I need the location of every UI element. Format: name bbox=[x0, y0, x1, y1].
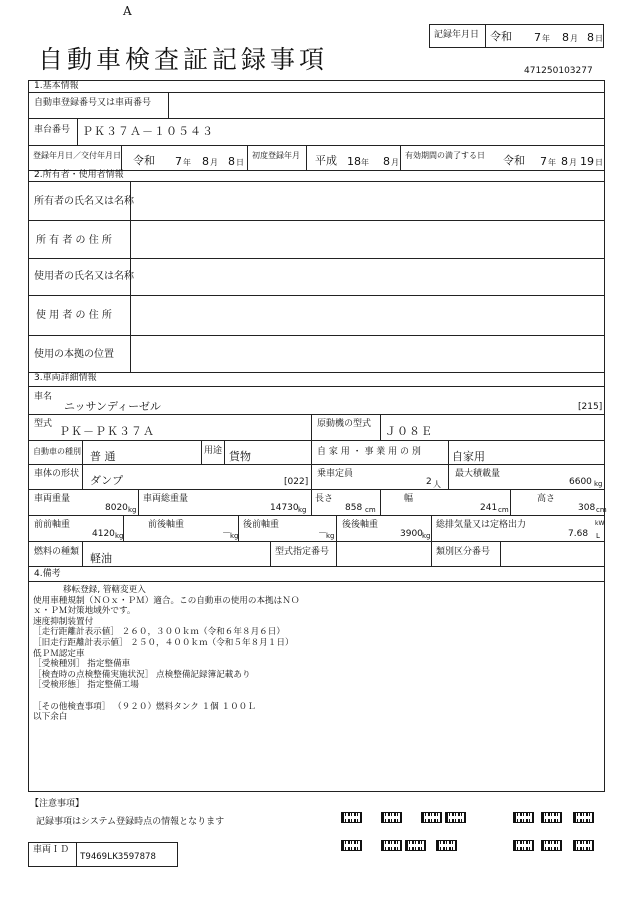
remarks-line: ［走行距離計表示値］ ２６０，３００ｋｍ（令和６年８月６日） bbox=[33, 627, 285, 638]
rear-front-axle-unit: kg bbox=[326, 532, 335, 540]
reg-date-day: 8 bbox=[228, 155, 235, 168]
qr-code-icon bbox=[421, 812, 442, 823]
expiry-month: 8 bbox=[561, 155, 568, 168]
section2-title: 2.所有者・使用者情報 bbox=[34, 170, 124, 180]
max-load-unit: kg bbox=[594, 480, 603, 488]
model-value: ＰＫ－ＰＫ３７Ａ bbox=[59, 425, 155, 438]
qr-code-icon bbox=[381, 812, 402, 823]
rear-front-axle-label: 後前軸重 bbox=[243, 520, 280, 530]
record-date-day: 8 bbox=[587, 31, 594, 44]
record-date-month: 8 bbox=[562, 31, 569, 44]
first-reg-month-unit: 月 bbox=[391, 158, 399, 167]
rear-rear-axle-unit: kg bbox=[422, 532, 431, 540]
remarks-line: 低ＰＭ認定車 bbox=[33, 648, 85, 659]
expiry-month-unit: 月 bbox=[569, 158, 577, 167]
owner-name-label: 所有者の氏名又は名称 bbox=[34, 196, 134, 207]
engine-value: Ｊ０８Ｅ bbox=[385, 425, 433, 438]
remarks-line: 移転登録, 管轄変更入 bbox=[63, 585, 146, 595]
record-date-year: 7 bbox=[534, 31, 541, 44]
max-load-value: 6600 bbox=[569, 477, 592, 487]
chassis-value: ＰＫ３７Ａ－１０５４３ bbox=[82, 125, 214, 138]
reg-date-month: 8 bbox=[202, 155, 209, 168]
gross-weight-unit: kg bbox=[298, 506, 307, 514]
reg-number-label: 自動車登録番号又は車両番号 bbox=[34, 98, 152, 108]
mark-a: A bbox=[123, 4, 132, 18]
fuel-type-value: 軽油 bbox=[90, 552, 112, 565]
qr-code-icon bbox=[445, 812, 466, 823]
remarks-line: ［旧走行距離計表示値］ ２５０，４００ｋｍ（令和５年８月１日） bbox=[33, 637, 294, 648]
type-number-label: 型式指定番号 bbox=[275, 547, 330, 557]
rear-front-axle-value: － bbox=[318, 529, 328, 539]
chassis-label: 車台番号 bbox=[34, 125, 71, 135]
caution-title: 【注意事項】 bbox=[30, 799, 85, 809]
use-label: 用途 bbox=[204, 446, 223, 456]
qr-code-icon bbox=[573, 812, 594, 823]
qr-code-icon bbox=[513, 812, 534, 823]
gross-weight-label: 車両総重量 bbox=[143, 494, 189, 504]
doc-number: 471250103277 bbox=[524, 66, 593, 76]
reg-date-day-unit: 日 bbox=[236, 158, 244, 167]
reg-date-year-unit: 年 bbox=[183, 158, 191, 167]
width-unit: cm bbox=[498, 506, 509, 514]
front-rear-axle-label: 前後軸重 bbox=[148, 520, 185, 530]
remarks-line: 速度抑制装置付 bbox=[33, 616, 94, 627]
first-reg-era: 平成 bbox=[315, 154, 337, 167]
reg-date-month-unit: 月 bbox=[210, 158, 218, 167]
car-name-code: [215] bbox=[578, 402, 603, 412]
rear-rear-axle-value: 3900 bbox=[400, 529, 423, 539]
base-location-label: 使用の本拠の位置 bbox=[34, 349, 114, 360]
displacement-unit-kw: kW bbox=[595, 520, 605, 527]
caution-text: 記録事項はシステム登録時点の情報となります bbox=[36, 817, 225, 827]
qr-code-icon bbox=[573, 840, 594, 851]
capacity-label: 乗車定員 bbox=[317, 469, 354, 479]
section1-title: 1.基本情報 bbox=[34, 81, 79, 91]
user-name-label: 使用者の氏名又は名称 bbox=[34, 271, 134, 282]
width-label: 幅 bbox=[404, 494, 414, 504]
qr-code-icon bbox=[341, 840, 362, 851]
section3-title: 3.車両詳細情報 bbox=[34, 373, 97, 383]
private-business-label: 自 家 用 ・ 事 業 用 の 別 bbox=[317, 447, 421, 457]
private-business-value: 自家用 bbox=[452, 450, 485, 463]
remarks-line: ｘ・ＰＭ対策地域外です。 bbox=[33, 606, 136, 617]
record-date-label: 記録年月日 bbox=[434, 30, 480, 40]
length-label: 長さ bbox=[315, 494, 334, 504]
qr-code-icon bbox=[405, 840, 426, 851]
section4-title: 4.備考 bbox=[34, 569, 61, 579]
record-date-year-unit: 年 bbox=[542, 34, 550, 43]
remarks-line: ［受検形態］ 指定整備工場 bbox=[33, 680, 139, 691]
height-unit: cm bbox=[596, 506, 607, 514]
qr-code-icon bbox=[341, 812, 362, 823]
reg-date-label: 登録年月日／交付年月日 bbox=[33, 151, 121, 160]
remarks-line bbox=[33, 691, 593, 702]
width-value: 241 bbox=[480, 503, 498, 513]
first-reg-year-unit: 年 bbox=[361, 158, 369, 167]
car-name-label: 車名 bbox=[34, 392, 53, 402]
displacement-label: 総排気量又は定格出力 bbox=[436, 520, 527, 530]
expiry-year-unit: 年 bbox=[548, 158, 556, 167]
expiry-day-unit: 日 bbox=[595, 158, 603, 167]
front-front-axle-value: 4120 bbox=[92, 529, 115, 539]
reg-date-era: 令和 bbox=[133, 154, 155, 167]
first-reg-label: 初度登録年月 bbox=[252, 151, 300, 160]
vehicle-weight-unit: kg bbox=[128, 506, 137, 514]
body-shape-label: 車体の形状 bbox=[34, 469, 80, 479]
expiry-label: 有効期間の満了する日 bbox=[405, 151, 485, 160]
fuel-type-label: 燃料の種類 bbox=[34, 547, 80, 557]
record-date-day-unit: 日 bbox=[595, 34, 603, 43]
length-value: 858 bbox=[345, 503, 363, 513]
capacity-value: 2 bbox=[426, 477, 432, 487]
vehicle-kind-value: 普 通 bbox=[90, 450, 116, 463]
front-front-axle-label: 前前軸重 bbox=[34, 520, 71, 530]
expiry-day: 19 bbox=[580, 155, 594, 168]
displacement-unit: L bbox=[596, 532, 600, 540]
first-reg-month: 8 bbox=[383, 155, 390, 168]
rear-rear-axle-label: 後後軸重 bbox=[342, 520, 379, 530]
car-name-value: ニッサンディーゼル bbox=[64, 400, 161, 413]
class-number-label: 類別区分番号 bbox=[436, 547, 491, 557]
first-reg-year: 18 bbox=[347, 155, 361, 168]
expiry-year: 7 bbox=[540, 155, 547, 168]
vehicle-weight-label: 車両重量 bbox=[34, 494, 71, 504]
capacity-unit: 人 bbox=[433, 480, 441, 489]
body-shape-code: [022] bbox=[284, 477, 309, 487]
remarks-line: 以下余白 bbox=[33, 712, 68, 723]
vehicle-kind-label: 自動車の種別 bbox=[33, 447, 81, 456]
expiry-era: 令和 bbox=[503, 154, 525, 167]
displacement-value: 7.68 bbox=[568, 529, 589, 539]
qr-code-icon bbox=[436, 840, 457, 851]
remarks-line: 使用車種規制（ＮＯｘ・ＰＭ）適合。この自動車の使用の本拠はＮＯ bbox=[33, 595, 300, 606]
qr-code-icon bbox=[541, 812, 562, 823]
remarks-line: ［受検種別］ 指定整備車 bbox=[33, 659, 131, 670]
height-label: 高さ bbox=[537, 494, 556, 504]
reg-date-year: 7 bbox=[175, 155, 182, 168]
model-label: 型式 bbox=[34, 419, 53, 429]
front-rear-axle-value: － bbox=[222, 529, 232, 539]
remarks-line: ［その他検査事項］ （９２０）燃料タンク １個 １００Ｌ bbox=[33, 701, 256, 712]
engine-label: 原動機の型式 bbox=[317, 419, 372, 429]
record-date-month-unit: 月 bbox=[570, 34, 578, 43]
max-load-label: 最大積載量 bbox=[455, 469, 501, 479]
front-front-axle-unit: kg bbox=[115, 532, 124, 540]
car-id-label: 車両ＩＤ bbox=[33, 845, 70, 855]
qr-code-icon bbox=[513, 840, 534, 851]
qr-code-icon bbox=[381, 840, 402, 851]
height-value: 308 bbox=[578, 503, 596, 513]
use-value: 貨物 bbox=[229, 450, 251, 463]
owner-address-label: 所 有 者 の 住 所 bbox=[36, 235, 112, 246]
qr-code-icon bbox=[541, 840, 562, 851]
car-id-value: T9469LK3597878 bbox=[80, 852, 156, 862]
remarks-block bbox=[33, 585, 593, 723]
user-address-label: 使 用 者 の 住 所 bbox=[36, 310, 112, 321]
vehicle-weight-value: 8020 bbox=[105, 503, 128, 513]
length-unit: cm bbox=[365, 506, 376, 514]
remarks-line: ［検査時の点検整備実施状況］ 点検整備記録簿記載あり bbox=[33, 669, 251, 680]
front-rear-axle-unit: kg bbox=[230, 532, 239, 540]
record-date-era: 令和 bbox=[490, 30, 512, 43]
body-shape-value: ダンプ bbox=[90, 474, 124, 487]
gross-weight-value: 14730 bbox=[270, 503, 299, 513]
page-title: 自動車検査証記録事項 bbox=[38, 45, 329, 74]
